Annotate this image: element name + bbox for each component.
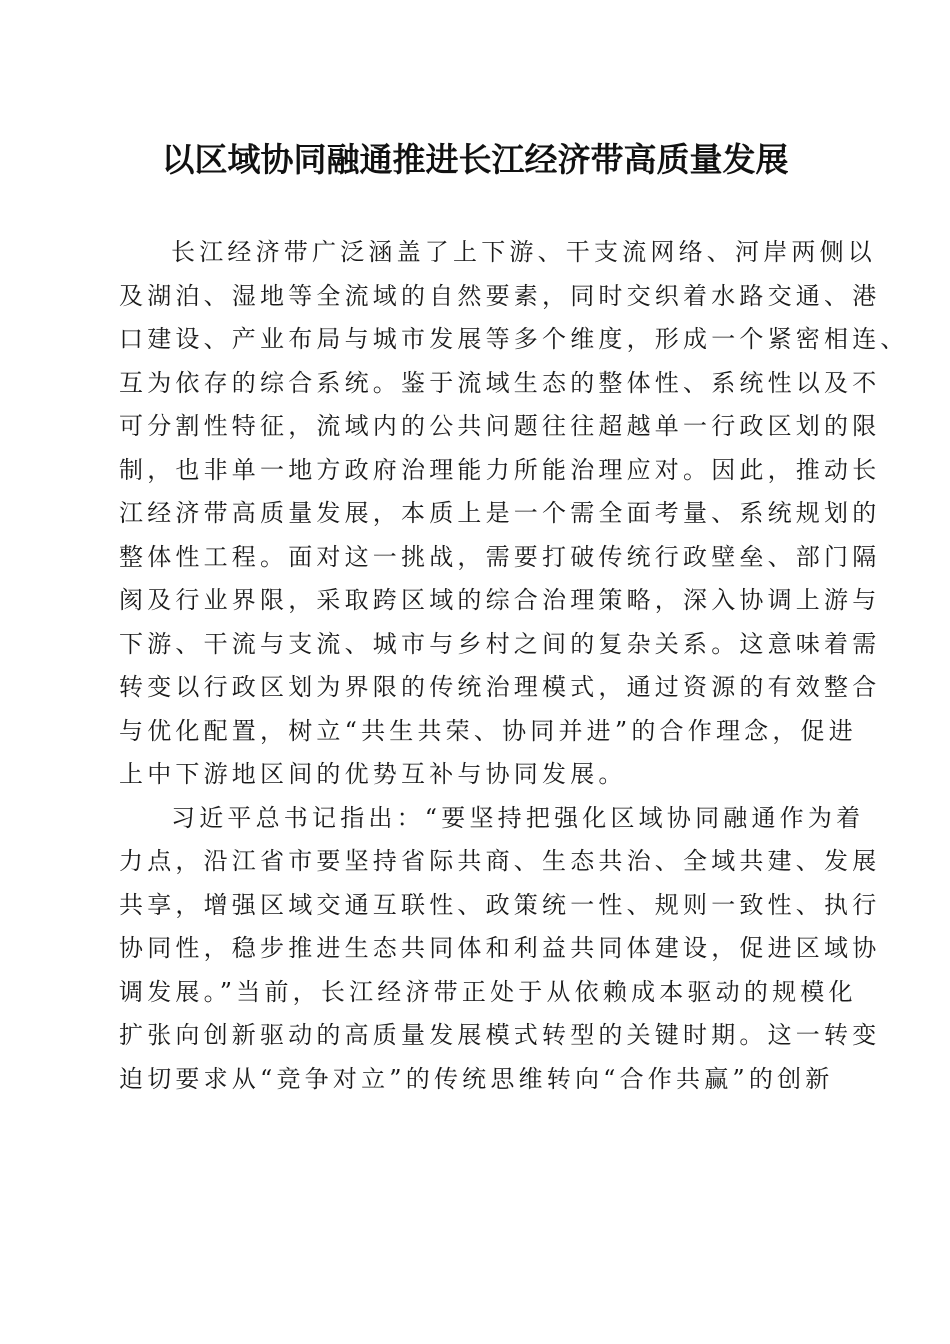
text-line: 长江经济带广泛涵盖了上下游、干支流网络、河岸两侧以 xyxy=(171,238,876,266)
paragraph-2 xyxy=(119,797,881,1102)
text-line: 迫切要求从“竞争对立”的传统思维转向“合作共赢”的创新 xyxy=(119,1064,834,1093)
text-line: 整体性工程。面对这一挑战，需要打破传统行政壁垒、部门隔 xyxy=(119,542,881,571)
paragraph-1 xyxy=(119,231,909,797)
text-line: 习近平总书记指出：“要坚持把强化区域协同融通作为着 xyxy=(171,803,865,832)
text-line: 可分割性特征，流域内的公共问题往往超越单一行政区划的限 xyxy=(119,412,881,440)
text-line: 调发展。”当前，长江经济带正处于从依赖成本驱动的规模化 xyxy=(119,977,857,1006)
text-line: 制，也非单一地方政府治理能力所能治理应对。因此，推动长 xyxy=(119,455,881,484)
text-line: 与优化配置，树立“共生共荣、协同并进”的合作理念，促进 xyxy=(119,716,857,745)
text-line: 及湖泊、湿地等全流域的自然要素，同时交织着水路交通、港 xyxy=(119,281,881,310)
text-line: 互为依存的综合系统。鉴于流域生态的整体性、系统性以及不 xyxy=(119,368,881,397)
text-line: 江经济带高质量发展，本质上是一个需全面考量、系统规划的 xyxy=(119,499,881,527)
text-line: 扩张向创新驱动的高质量发展模式转型的关键时期。这一转变 xyxy=(119,1021,881,1049)
text-line: 协同性，稳步推进生态共同体和利益共同体建设，促进区域协 xyxy=(119,934,881,962)
document-body xyxy=(119,231,909,1101)
text-line: 口建设、产业布局与城市发展等多个维度，形成一个紧密相连、 xyxy=(119,325,909,353)
text-line: 上中下游地区间的优势互补与协同发展。 xyxy=(119,760,627,788)
text-line: 阂及行业界限，采取跨区域的综合治理策略，深入协调上游与 xyxy=(119,586,881,614)
text-line: 力点，沿江省市要坚持省际共商、生态共治、全域共建、发展 xyxy=(119,847,881,875)
text-line: 转变以行政区划为界限的传统治理模式，通过资源的有效整合 xyxy=(119,673,881,701)
document-title: 以区域协同融通推进长江经济带高质量发展 xyxy=(161,140,789,179)
text-line: 下游、干流与支流、城市与乡村之间的复杂关系。这意味着需 xyxy=(119,629,881,658)
text-line: 共享，增强区域交通互联性、政策统一性、规则一致性、执行 xyxy=(119,890,881,919)
